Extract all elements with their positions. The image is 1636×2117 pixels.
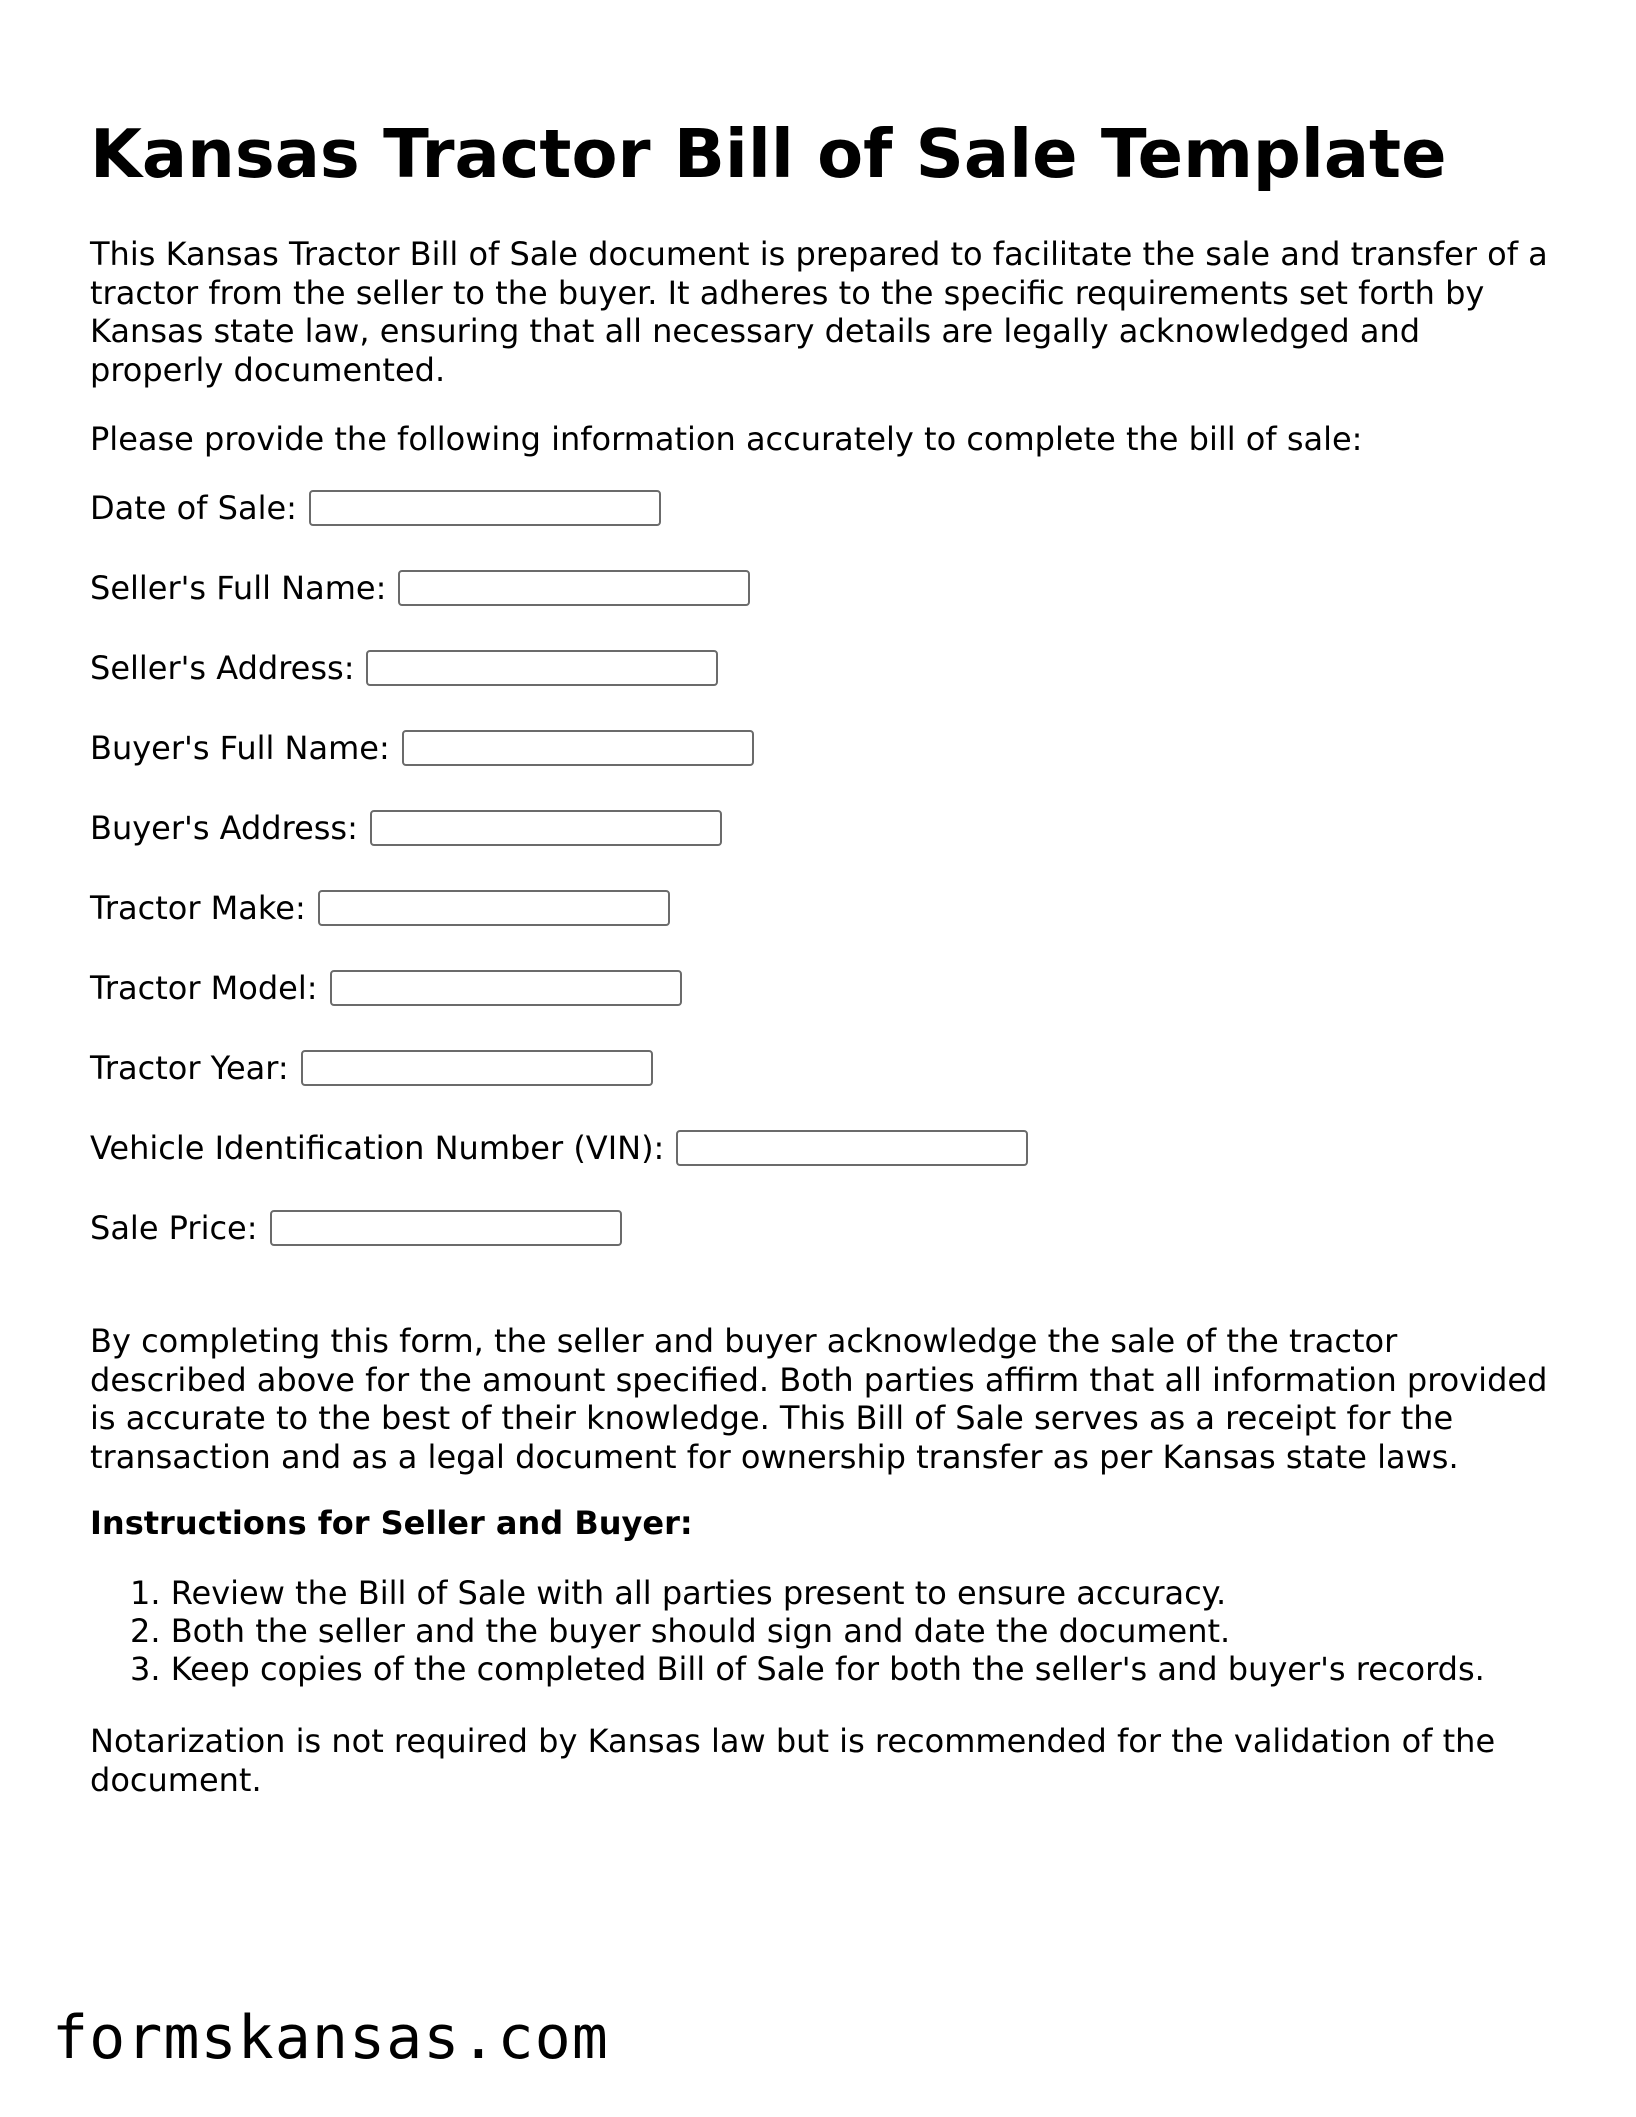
- field-sale-price: [90, 1208, 622, 1248]
- buyer-full-name-input[interactable]: [402, 730, 754, 766]
- intro-paragraph: This Kansas Tractor Bill of Sale document is prepared to facilitate the sale and transfer of a tractor from the seller to the buyer. It adheres to the specific requirements set forth by Kansas state law, ensuring that all necessary details are legally acknowledged and properly documented.: [90, 235, 1548, 389]
- instruction-step: 2. Both the seller and the buyer should sign and date the document.: [130, 1612, 1231, 1650]
- field-tractor-year: [90, 1048, 653, 1088]
- field-date-of-sale: [90, 488, 661, 528]
- seller-full-name-input[interactable]: [398, 570, 750, 606]
- footer-brand-watermark: formskansas.com: [52, 2003, 609, 2073]
- field-seller-address: [90, 648, 718, 688]
- field-label: Tractor Year:: [90, 1049, 289, 1087]
- field-label: Tractor Model:: [90, 969, 318, 1007]
- field-label: Seller's Full Name:: [90, 569, 387, 607]
- sale-price-input[interactable]: [270, 1210, 622, 1246]
- acknowledgement-paragraph: By completing this form, the seller and buyer acknowledge the sale of the tractor described above for the amount specified. Both parties affirm that all information provided is accurate to the best of their knowledge. This Bill of Sale serves as a receipt for the transaction and as a legal document for ownership transfer as per Kansas state laws.: [90, 1322, 1548, 1476]
- field-label: Seller's Address:: [90, 649, 355, 687]
- field-tractor-make: [90, 888, 670, 928]
- tractor-make-input[interactable]: [318, 890, 670, 926]
- date-of-sale-input[interactable]: [309, 490, 661, 526]
- field-label: Vehicle Identification Number (VIN):: [90, 1129, 665, 1167]
- buyer-address-input[interactable]: [370, 810, 722, 846]
- document-title: Kansas Tractor Bill of Sale Template: [90, 115, 1447, 193]
- vin-input[interactable]: [676, 1130, 1028, 1166]
- field-label: Buyer's Full Name:: [90, 729, 390, 767]
- instructions-prompt: Please provide the following information accurately to complete the bill of sale:: [90, 420, 1363, 458]
- tractor-model-input[interactable]: [330, 970, 682, 1006]
- seller-address-input[interactable]: [366, 650, 718, 686]
- notarization-note: Notarization is not required by Kansas law but is recommended for the validation of the document.: [90, 1722, 1496, 1799]
- instruction-step: 3. Keep copies of the completed Bill of Sale for both the seller's and buyer's records.: [130, 1650, 1485, 1688]
- field-buyer-full-name: [90, 728, 754, 768]
- field-label: Tractor Make:: [90, 889, 306, 927]
- field-label: Date of Sale:: [90, 489, 297, 527]
- instruction-step: 1. Review the Bill of Sale with all parties present to ensure accuracy.: [130, 1574, 1227, 1612]
- tractor-year-input[interactable]: [301, 1050, 653, 1086]
- field-label: Buyer's Address:: [90, 809, 358, 847]
- field-label: Sale Price:: [90, 1209, 258, 1247]
- field-tractor-model: [90, 968, 682, 1008]
- field-seller-full-name: [90, 568, 750, 608]
- field-buyer-address: [90, 808, 722, 848]
- field-vin: [90, 1128, 1028, 1168]
- instructions-list: [130, 1574, 1485, 1688]
- instructions-heading: Instructions for Seller and Buyer:: [90, 1504, 693, 1542]
